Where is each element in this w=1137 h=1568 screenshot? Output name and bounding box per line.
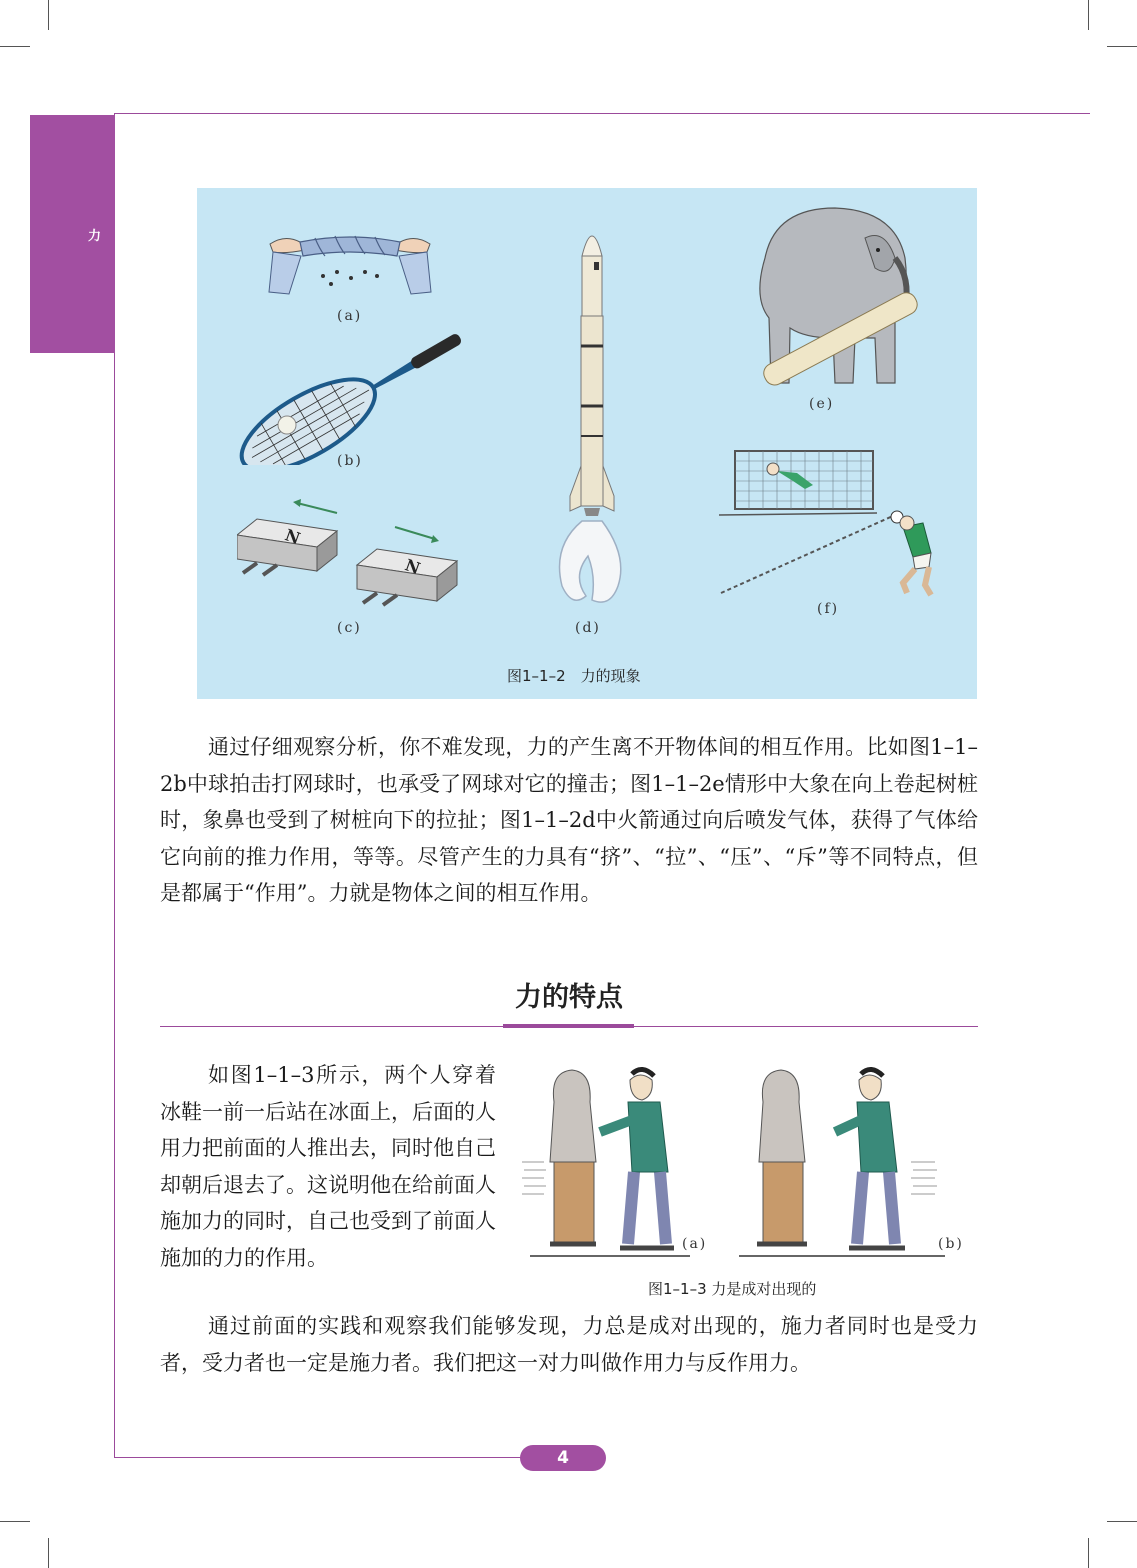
figure-caption-1-1-3: 图1–1–3 力是成对出现的 [648, 1280, 817, 1298]
body-paragraph-3 [160, 1308, 978, 1381]
skaters-push-illustration [520, 1062, 720, 1262]
crop-mark [48, 0, 49, 30]
soccer-illustration [717, 443, 947, 613]
skaters-separate-illustration [735, 1062, 955, 1262]
paragraph-2-text: 如图1–1–3所示，两个人穿着冰鞋一前一后站在冰面上，后面的人用力把前面的人推出去，同时他自己却朝后退去了。这说明他在给前面人施加力的同时，自己也受到了前面人施加的力的作用。 [160, 1063, 496, 1270]
crop-mark [0, 46, 30, 47]
footer-rule [114, 1457, 534, 1458]
figure-2-label-a: (a) [682, 1236, 708, 1252]
elephant-illustration [745, 198, 920, 398]
figure-label-e: (e) [809, 396, 835, 412]
crop-mark [1107, 1521, 1137, 1522]
paragraph-3-text: 通过前面的实践和观察我们能够发现，力总是成对出现的，施力者同时也是受力者，受力者也一定是施力者。我们把这一对力叫做作用力与反作用力。 [160, 1314, 978, 1375]
crop-mark [1107, 46, 1137, 47]
section-title: 力的特点 [515, 982, 623, 1013]
figure-caption-1-1-2: 图1–1–2 力的现象 [507, 667, 641, 685]
rocket-illustration [552, 216, 632, 616]
figure-label-b: (b) [337, 453, 363, 469]
figure-2-label-b: (b) [938, 1236, 964, 1252]
crop-mark [0, 1521, 30, 1522]
tennis-racket-illustration [227, 320, 472, 465]
figure-label-a: (a) [337, 308, 363, 324]
figure-label-f: (f) [817, 601, 840, 617]
header-rule [115, 113, 1090, 114]
body-paragraph-1 [160, 729, 978, 912]
page-number: 4 [520, 1445, 606, 1471]
towel-illustration [265, 228, 435, 300]
figure-label-c: (c) [337, 620, 362, 636]
crop-mark [48, 1538, 49, 1568]
magnet-letter-2: N [402, 555, 423, 579]
magnets-illustration [237, 493, 467, 613]
figure-label-d: (d) [575, 620, 601, 636]
paragraph-1-text: 通过仔细观察分析，你不难发现，力的产生离不开物体间的相互作用。比如图1–1–2b中球拍击打网球时，也承受了网球对它的撞击；图1–1–2e情形中大象在向上卷起树桩时，象鼻也受到了树桩向下的拉扯；图1–1–2d中火箭通过向后喷发气体，获得了气体给它向前的推力作用，等等。尽管产生的力具有“挤”、“拉”、“压”、“斥”等不同特点，但是都属于“作用”。力就是物体之间的相互作用。 [160, 735, 978, 905]
crop-mark [1088, 1538, 1089, 1568]
magnet-letter-1: N [282, 525, 303, 549]
body-paragraph-2 [160, 1057, 496, 1276]
figure-1-1-2 [197, 188, 977, 699]
section-accent [503, 1024, 634, 1028]
chapter-label: 力 [88, 229, 102, 244]
crop-mark [1088, 0, 1089, 30]
chapter-tab [30, 115, 115, 353]
